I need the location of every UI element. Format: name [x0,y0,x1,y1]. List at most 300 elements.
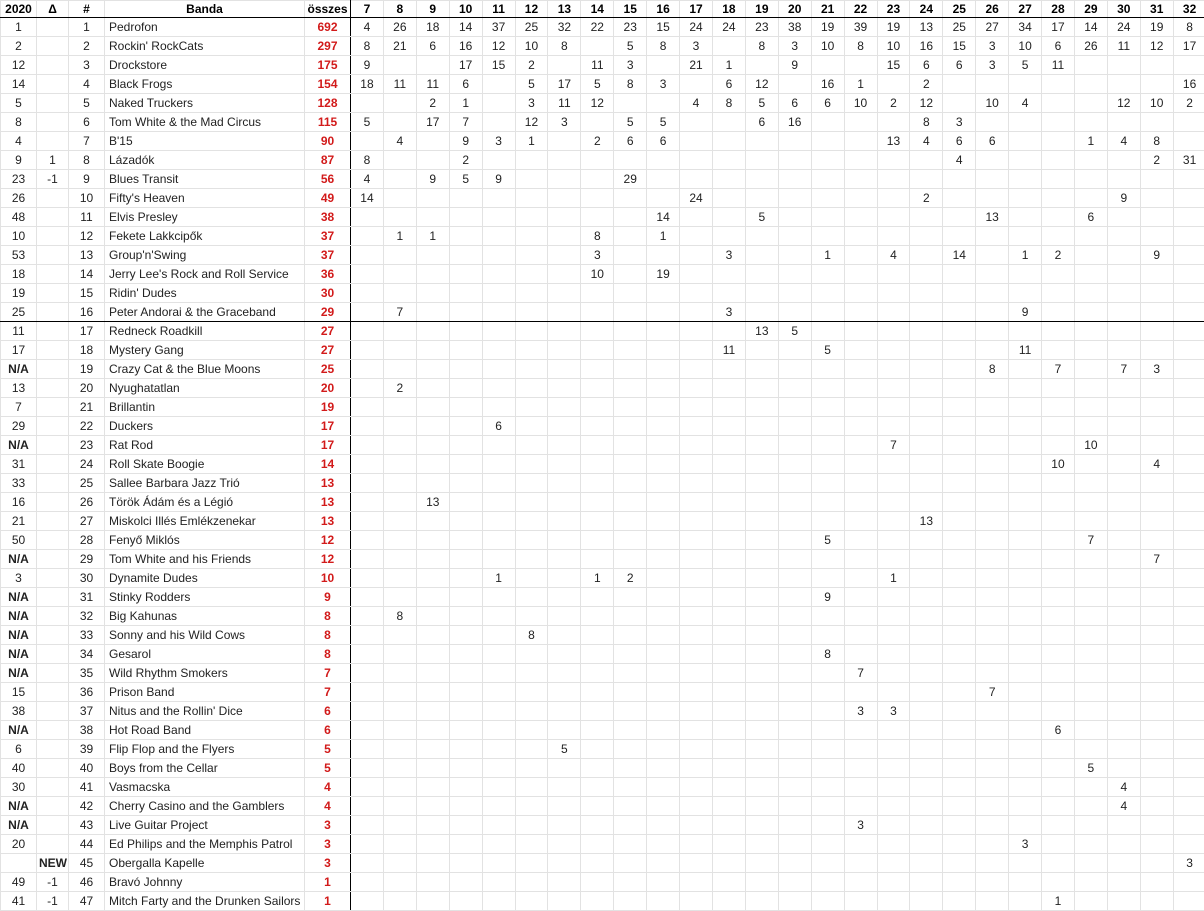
header-week-10[interactable]: 10 [449,1,482,18]
week-value-cell[interactable] [1074,398,1107,417]
week-value-cell[interactable] [1009,588,1042,607]
week-value-cell[interactable]: 14 [1074,18,1107,37]
week-value-cell[interactable] [614,208,647,227]
week-value-cell[interactable] [943,759,976,778]
prev-year-rank-cell[interactable]: 20 [1,835,37,854]
week-value-cell[interactable]: 12 [1140,37,1173,56]
week-value-cell[interactable] [844,170,877,189]
week-value-cell[interactable] [877,379,910,398]
week-value-cell[interactable] [877,360,910,379]
week-value-cell[interactable] [1140,759,1173,778]
week-value-cell[interactable] [383,835,416,854]
week-value-cell[interactable] [1042,208,1075,227]
week-value-cell[interactable] [910,246,943,265]
band-name-cell[interactable]: Lázadók [105,151,305,170]
week-value-cell[interactable] [1042,303,1075,322]
band-name-cell[interactable]: Sallee Barbara Jazz Trió [105,474,305,493]
week-value-cell[interactable]: 5 [778,322,811,341]
week-value-cell[interactable] [910,379,943,398]
week-value-cell[interactable]: 38 [778,18,811,37]
week-value-cell[interactable] [844,56,877,75]
week-value-cell[interactable] [647,759,680,778]
week-value-cell[interactable] [581,341,614,360]
week-value-cell[interactable] [1009,607,1042,626]
week-value-cell[interactable] [449,892,482,911]
week-value-cell[interactable] [416,569,449,588]
week-value-cell[interactable]: 5 [1074,759,1107,778]
prev-year-rank-cell[interactable]: N/A [1,607,37,626]
week-value-cell[interactable] [1009,474,1042,493]
band-name-cell[interactable]: Hot Road Band [105,721,305,740]
week-value-cell[interactable] [383,873,416,892]
week-value-cell[interactable] [778,892,811,911]
week-value-cell[interactable] [1140,379,1173,398]
week-value-cell[interactable] [712,645,745,664]
total-cell[interactable]: 10 [305,569,351,588]
week-value-cell[interactable] [1107,398,1140,417]
week-value-cell[interactable] [943,379,976,398]
week-value-cell[interactable] [449,360,482,379]
week-value-cell[interactable] [449,417,482,436]
week-value-cell[interactable] [614,626,647,645]
week-value-cell[interactable] [449,284,482,303]
week-value-cell[interactable] [745,379,778,398]
rank-cell[interactable]: 10 [69,189,105,208]
week-value-cell[interactable] [844,189,877,208]
week-value-cell[interactable] [877,797,910,816]
week-value-cell[interactable] [548,398,581,417]
week-value-cell[interactable] [647,854,680,873]
rank-cell[interactable]: 14 [69,265,105,284]
prev-year-rank-cell[interactable]: 40 [1,759,37,778]
total-cell[interactable]: 29 [305,303,351,322]
week-value-cell[interactable] [515,531,548,550]
week-value-cell[interactable]: 3 [548,113,581,132]
week-value-cell[interactable] [449,550,482,569]
week-value-cell[interactable]: 16 [811,75,844,94]
prev-year-rank-cell[interactable]: 53 [1,246,37,265]
prev-year-rank-cell[interactable]: N/A [1,360,37,379]
week-value-cell[interactable] [712,873,745,892]
week-value-cell[interactable] [1107,607,1140,626]
band-name-cell[interactable]: Dynamite Dudes [105,569,305,588]
week-value-cell[interactable] [877,607,910,626]
delta-cell[interactable] [37,18,69,37]
week-value-cell[interactable]: 8 [647,37,680,56]
week-value-cell[interactable] [745,873,778,892]
week-value-cell[interactable] [581,436,614,455]
week-value-cell[interactable] [680,75,713,94]
week-value-cell[interactable] [1009,132,1042,151]
week-value-cell[interactable] [1074,493,1107,512]
band-name-cell[interactable]: Miskolci Illés Emlékzenekar [105,512,305,531]
delta-cell[interactable] [37,664,69,683]
week-value-cell[interactable] [712,778,745,797]
week-value-cell[interactable] [1107,56,1140,75]
week-value-cell[interactable] [811,455,844,474]
week-value-cell[interactable] [1140,607,1173,626]
prev-year-rank-cell[interactable]: 48 [1,208,37,227]
week-value-cell[interactable] [844,360,877,379]
week-value-cell[interactable] [745,341,778,360]
week-value-cell[interactable] [976,816,1009,835]
total-cell[interactable]: 36 [305,265,351,284]
week-value-cell[interactable] [811,683,844,702]
week-value-cell[interactable]: 8 [1173,18,1204,37]
week-value-cell[interactable] [680,379,713,398]
week-value-cell[interactable] [1173,892,1204,911]
week-value-cell[interactable] [844,436,877,455]
header-week-15[interactable]: 15 [614,1,647,18]
delta-cell[interactable]: -1 [37,892,69,911]
week-value-cell[interactable]: 6 [943,56,976,75]
week-value-cell[interactable] [811,208,844,227]
week-value-cell[interactable] [1074,854,1107,873]
week-value-cell[interactable] [778,398,811,417]
week-value-cell[interactable] [351,721,384,740]
week-value-cell[interactable] [877,873,910,892]
week-value-cell[interactable] [844,151,877,170]
week-value-cell[interactable] [581,360,614,379]
header-delta[interactable]: Δ [37,1,69,18]
week-value-cell[interactable] [383,550,416,569]
week-value-cell[interactable] [943,75,976,94]
week-value-cell[interactable]: 26 [1074,37,1107,56]
week-value-cell[interactable]: 13 [976,208,1009,227]
week-value-cell[interactable] [1042,417,1075,436]
rank-cell[interactable]: 29 [69,550,105,569]
week-value-cell[interactable] [976,645,1009,664]
week-value-cell[interactable]: 16 [778,113,811,132]
week-value-cell[interactable] [548,227,581,246]
week-value-cell[interactable]: 3 [1009,835,1042,854]
week-value-cell[interactable]: 17 [1173,37,1204,56]
week-value-cell[interactable] [1042,550,1075,569]
week-value-cell[interactable] [1074,322,1107,341]
week-value-cell[interactable]: 11 [548,94,581,113]
week-value-cell[interactable]: 31 [1173,151,1204,170]
week-value-cell[interactable]: 5 [614,113,647,132]
week-value-cell[interactable] [1107,873,1140,892]
week-value-cell[interactable] [614,322,647,341]
week-value-cell[interactable] [548,170,581,189]
week-value-cell[interactable]: 6 [647,132,680,151]
total-cell[interactable]: 154 [305,75,351,94]
week-value-cell[interactable] [680,664,713,683]
week-value-cell[interactable] [647,360,680,379]
week-value-cell[interactable] [614,740,647,759]
week-value-cell[interactable]: 19 [877,18,910,37]
week-value-cell[interactable] [383,436,416,455]
week-value-cell[interactable] [1042,854,1075,873]
week-value-cell[interactable]: 10 [844,94,877,113]
week-value-cell[interactable]: 7 [877,436,910,455]
week-value-cell[interactable] [1042,569,1075,588]
week-value-cell[interactable] [482,892,515,911]
week-value-cell[interactable] [581,740,614,759]
total-cell[interactable]: 30 [305,284,351,303]
week-value-cell[interactable] [680,778,713,797]
total-cell[interactable]: 17 [305,436,351,455]
prev-year-rank-cell[interactable] [1,854,37,873]
week-value-cell[interactable] [515,417,548,436]
prev-year-rank-cell[interactable]: 21 [1,512,37,531]
week-value-cell[interactable] [515,512,548,531]
week-value-cell[interactable] [548,588,581,607]
prev-year-rank-cell[interactable]: 11 [1,322,37,341]
prev-year-rank-cell[interactable]: 5 [1,94,37,113]
week-value-cell[interactable] [351,398,384,417]
delta-cell[interactable] [37,75,69,94]
week-value-cell[interactable] [548,873,581,892]
week-value-cell[interactable] [449,797,482,816]
week-value-cell[interactable]: 2 [449,151,482,170]
week-value-cell[interactable] [581,873,614,892]
week-value-cell[interactable] [1009,75,1042,94]
week-value-cell[interactable] [680,493,713,512]
band-name-cell[interactable]: Fifty's Heaven [105,189,305,208]
rank-cell[interactable]: 34 [69,645,105,664]
week-value-cell[interactable] [351,455,384,474]
week-value-cell[interactable] [647,892,680,911]
week-value-cell[interactable] [1173,550,1204,569]
rank-cell[interactable]: 17 [69,322,105,341]
week-value-cell[interactable]: 3 [976,37,1009,56]
week-value-cell[interactable] [1140,436,1173,455]
week-value-cell[interactable] [745,455,778,474]
week-value-cell[interactable] [1173,455,1204,474]
week-value-cell[interactable] [581,892,614,911]
week-value-cell[interactable] [680,759,713,778]
week-value-cell[interactable] [647,417,680,436]
week-value-cell[interactable] [581,379,614,398]
delta-cell[interactable] [37,398,69,417]
week-value-cell[interactable] [548,816,581,835]
week-value-cell[interactable] [712,702,745,721]
week-value-cell[interactable] [1140,75,1173,94]
rank-cell[interactable]: 18 [69,341,105,360]
week-value-cell[interactable] [811,550,844,569]
week-value-cell[interactable]: 5 [647,113,680,132]
week-value-cell[interactable] [976,398,1009,417]
week-value-cell[interactable] [581,113,614,132]
week-value-cell[interactable] [877,113,910,132]
week-value-cell[interactable] [515,550,548,569]
week-value-cell[interactable] [745,265,778,284]
week-value-cell[interactable] [976,854,1009,873]
week-value-cell[interactable] [778,759,811,778]
week-value-cell[interactable] [548,417,581,436]
week-value-cell[interactable] [614,607,647,626]
week-value-cell[interactable]: 13 [745,322,778,341]
week-value-cell[interactable] [1140,398,1173,417]
week-value-cell[interactable] [745,607,778,626]
week-value-cell[interactable] [680,892,713,911]
rank-cell[interactable]: 25 [69,474,105,493]
week-value-cell[interactable]: 3 [1140,360,1173,379]
week-value-cell[interactable]: 3 [1173,854,1204,873]
week-value-cell[interactable] [482,474,515,493]
week-value-cell[interactable] [844,626,877,645]
header-week-18[interactable]: 18 [712,1,745,18]
week-value-cell[interactable] [1173,512,1204,531]
week-value-cell[interactable] [1009,227,1042,246]
week-value-cell[interactable] [581,626,614,645]
week-value-cell[interactable] [581,854,614,873]
prev-year-rank-cell[interactable]: 15 [1,683,37,702]
prev-year-rank-cell[interactable]: 33 [1,474,37,493]
week-value-cell[interactable]: 5 [745,94,778,113]
week-value-cell[interactable] [1042,474,1075,493]
week-value-cell[interactable] [449,778,482,797]
week-value-cell[interactable] [712,208,745,227]
delta-cell[interactable] [37,740,69,759]
week-value-cell[interactable] [943,493,976,512]
week-value-cell[interactable]: 9 [811,588,844,607]
total-cell[interactable]: 12 [305,531,351,550]
week-value-cell[interactable] [1074,702,1107,721]
week-value-cell[interactable] [778,493,811,512]
total-cell[interactable]: 7 [305,683,351,702]
week-value-cell[interactable]: 3 [976,56,1009,75]
week-value-cell[interactable] [778,341,811,360]
week-value-cell[interactable]: 15 [877,56,910,75]
week-value-cell[interactable] [745,531,778,550]
week-value-cell[interactable] [712,721,745,740]
week-value-cell[interactable] [614,797,647,816]
prev-year-rank-cell[interactable]: 41 [1,892,37,911]
week-value-cell[interactable]: 12 [1107,94,1140,113]
week-value-cell[interactable]: 4 [1107,132,1140,151]
header-week-11[interactable]: 11 [482,1,515,18]
week-value-cell[interactable] [1107,474,1140,493]
week-value-cell[interactable] [581,531,614,550]
week-value-cell[interactable] [976,512,1009,531]
week-value-cell[interactable] [647,56,680,75]
week-value-cell[interactable] [811,512,844,531]
week-value-cell[interactable] [647,702,680,721]
week-value-cell[interactable] [416,816,449,835]
week-value-cell[interactable] [976,227,1009,246]
week-value-cell[interactable] [976,759,1009,778]
week-value-cell[interactable] [482,360,515,379]
week-value-cell[interactable] [515,873,548,892]
band-name-cell[interactable]: Live Guitar Project [105,816,305,835]
week-value-cell[interactable] [910,607,943,626]
prev-year-rank-cell[interactable]: N/A [1,550,37,569]
band-name-cell[interactable]: Tom White & the Mad Circus [105,113,305,132]
header-week-16[interactable]: 16 [647,1,680,18]
delta-cell[interactable] [37,569,69,588]
week-value-cell[interactable] [1140,702,1173,721]
week-value-cell[interactable] [614,702,647,721]
week-value-cell[interactable] [1140,170,1173,189]
rank-cell[interactable]: 31 [69,588,105,607]
week-value-cell[interactable]: 1 [515,132,548,151]
prev-year-rank-cell[interactable]: 25 [1,303,37,322]
week-value-cell[interactable] [1140,208,1173,227]
week-value-cell[interactable] [1074,569,1107,588]
week-value-cell[interactable] [811,493,844,512]
week-value-cell[interactable] [351,284,384,303]
week-value-cell[interactable]: 8 [811,645,844,664]
week-value-cell[interactable] [1074,550,1107,569]
week-value-cell[interactable]: 11 [1009,341,1042,360]
week-value-cell[interactable] [1074,683,1107,702]
week-value-cell[interactable] [351,94,384,113]
week-value-cell[interactable] [383,284,416,303]
week-value-cell[interactable] [976,417,1009,436]
band-name-cell[interactable]: Black Frogs [105,75,305,94]
week-value-cell[interactable] [943,797,976,816]
week-value-cell[interactable] [482,189,515,208]
band-name-cell[interactable]: Big Kahunas [105,607,305,626]
delta-cell[interactable] [37,303,69,322]
week-value-cell[interactable] [844,854,877,873]
total-cell[interactable]: 17 [305,417,351,436]
week-value-cell[interactable] [383,189,416,208]
week-value-cell[interactable] [844,265,877,284]
prev-year-rank-cell[interactable]: 26 [1,189,37,208]
header-rank[interactable]: # [69,1,105,18]
week-value-cell[interactable] [712,550,745,569]
week-value-cell[interactable] [1042,379,1075,398]
week-value-cell[interactable] [351,246,384,265]
week-value-cell[interactable] [943,835,976,854]
week-value-cell[interactable]: 3 [844,816,877,835]
week-value-cell[interactable] [844,227,877,246]
rank-cell[interactable]: 7 [69,132,105,151]
week-value-cell[interactable] [1042,113,1075,132]
week-value-cell[interactable] [877,683,910,702]
week-value-cell[interactable] [482,873,515,892]
week-value-cell[interactable] [1074,740,1107,759]
week-value-cell[interactable] [449,626,482,645]
week-value-cell[interactable] [351,645,384,664]
week-value-cell[interactable] [614,645,647,664]
week-value-cell[interactable] [383,417,416,436]
week-value-cell[interactable]: 6 [416,37,449,56]
total-cell[interactable]: 3 [305,854,351,873]
week-value-cell[interactable] [482,645,515,664]
week-value-cell[interactable] [745,493,778,512]
week-value-cell[interactable] [416,208,449,227]
week-value-cell[interactable] [680,607,713,626]
rank-cell[interactable]: 5 [69,94,105,113]
week-value-cell[interactable]: 13 [910,512,943,531]
prev-year-rank-cell[interactable]: 4 [1,132,37,151]
week-value-cell[interactable] [383,816,416,835]
week-value-cell[interactable]: 2 [515,56,548,75]
week-value-cell[interactable] [482,455,515,474]
week-value-cell[interactable] [1042,702,1075,721]
week-value-cell[interactable] [745,189,778,208]
prev-year-rank-cell[interactable]: N/A [1,797,37,816]
week-value-cell[interactable] [1107,854,1140,873]
week-value-cell[interactable] [943,189,976,208]
rank-cell[interactable]: 16 [69,303,105,322]
week-value-cell[interactable] [1009,360,1042,379]
week-value-cell[interactable] [778,531,811,550]
band-name-cell[interactable]: Bravó Johnny [105,873,305,892]
band-name-cell[interactable]: Vasmacska [105,778,305,797]
week-value-cell[interactable] [416,759,449,778]
week-value-cell[interactable] [449,569,482,588]
week-value-cell[interactable] [1042,94,1075,113]
week-value-cell[interactable] [1107,626,1140,645]
week-value-cell[interactable] [680,398,713,417]
week-value-cell[interactable] [515,607,548,626]
